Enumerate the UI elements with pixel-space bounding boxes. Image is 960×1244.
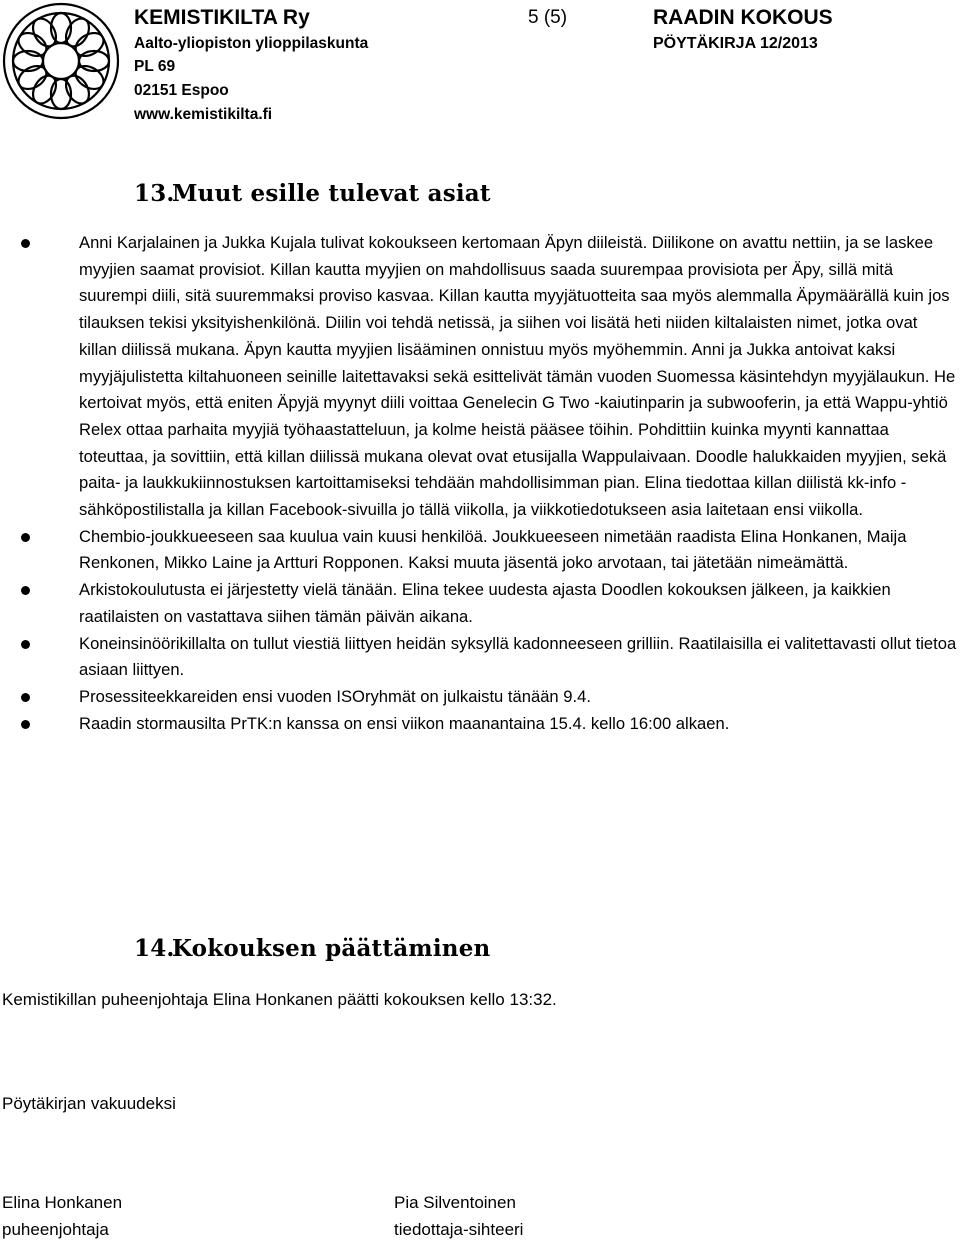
organization-line: 02151 Espoo xyxy=(134,82,229,99)
signature-intro: Pöytäkirjan vakuudeksi xyxy=(2,1094,176,1113)
signer-role: puheenjohtaja xyxy=(2,1220,109,1239)
section-heading-13 xyxy=(134,180,491,207)
bullet-icon xyxy=(21,693,30,702)
bullet-icon xyxy=(21,586,30,595)
list-item-text: Arkistokoulutusta ei järjestetty vielä tänään. Elina tekee uudesta ajasta Doodlen kokouksen jälkeen, ja kaikkien raatilaisten on vastattava siihen tämän päivän aikana. xyxy=(79,580,891,626)
signer-name: Elina Honkanen xyxy=(2,1193,123,1212)
list-item-text: Anni Karjalainen ja Jukka Kujala tulivat kokoukseen kertomaan Äpyn diileistä. Diilikone on avattu nettiin, ja se laskee myyjien saamat provisiot. Killan kautta myyjien on mahdollisuus saada suurempaa provisiota per Äpy, sillä mitä suurempi diili, sitä suuremmaksi proviso kasvaa. Killan kautta myyjätuotteita saa myös alemmalla Äpymäärällä kuin jos tilauksen tekisi yksityishenkilönä. Diilin voi tehdä netissä, ja siihen voi lisätä heti niiden kiltalaisten nimet, jotka ovat killan diilissä mukana. Äpyn kautta myyjien lisääminen onnistuu myös myöhemmin. Anni ja Jukka antoivat kaksi myyjäjulistetta kiltahuoneen seinille laitettavaksi sekä esittelivät tämän vuoden Suomessa käsintehdyn myyjälaukun. He kertoivat myös, että eniten Äpyjä myynyt diili voittaa Genelecin G Two -kaiutinparin ja subwooferin, ja että Wappu-yhtiö Relex ottaa parhaita myyjiä työhaastatteluun, ja kolme heistä pääsee töihin. Pohdittiin kuinka myynti kannattaa toteuttaa, ja sovittiin, että killan diilissä mukana olevat ovat etusijalla Wappulaivaan. Doodle halukkaiden myyjien, sekä paita- ja laukkukiinnostuksen kartoittamiseksi tehdään mahdollisimman pian. Elina tiedottaa killan diilistä kk-info -sähköpostilistalla ja killan Facebook-sivuilla jo tällä viikolla, ja viikkotiedotukseen asia laitetaan ensi viikolla. xyxy=(79,233,956,520)
organization-website: www.kemistikilta.fi xyxy=(134,106,273,123)
document-title: RAADIN KOKOUS xyxy=(653,6,833,29)
organization-line: Aalto-yliopiston ylioppilaskunta xyxy=(134,35,369,52)
list-item xyxy=(0,684,959,711)
guild-emblem-icon xyxy=(0,0,122,122)
section-title: Kokouksen päättäminen xyxy=(172,935,491,962)
list-item xyxy=(0,230,959,524)
section-title: Muut esille tulevat asiat xyxy=(172,180,491,207)
list-item xyxy=(0,577,959,630)
organization-line: PL 69 xyxy=(134,58,176,75)
bullet-icon xyxy=(21,640,30,649)
list-item xyxy=(0,524,959,577)
document-subtitle: PÖYTÄKIRJA 12/2013 xyxy=(653,35,818,52)
section-heading-14 xyxy=(134,935,490,962)
signer-name: Pia Silventoinen xyxy=(394,1193,516,1212)
list-item-text: Prosessiteekkareiden ensi vuoden ISOryhmät on julkaistu tänään 9.4. xyxy=(79,686,591,706)
list-item xyxy=(0,631,959,684)
bullet-icon xyxy=(21,533,30,542)
bullet-icon xyxy=(21,239,30,248)
section-number: 14. xyxy=(134,935,175,962)
section-number: 13. xyxy=(134,180,175,207)
agenda-bullet-list xyxy=(0,230,960,737)
bullet-icon xyxy=(21,720,30,729)
signer-role: tiedottaja-sihteeri xyxy=(394,1220,524,1239)
list-item xyxy=(0,711,959,738)
organization-name: KEMISTIKILTA Ry xyxy=(134,6,310,29)
page-number: 5 (5) xyxy=(528,7,568,28)
list-item-text: Chembio-joukkueeseen saa kuulua vain kuusi henkilöä. Joukkueeseen nimetään raadista Elina Honkanen, Maija Renkonen, Mikko Laine ja Artturi Ropponen. Kaksi muuta jäsentä joko arvotaan, tai jätetään nimeämättä. xyxy=(79,526,907,573)
closing-statement: Kemistikillan puheenjohtaja Elina Honkanen päätti kokouksen kello 13:32. xyxy=(2,990,557,1009)
list-item-text: Koneinsinöörikillalta on tullut viestiä liittyen heidän syksyllä kadonneeseen grilliin. Raatilaisilla ei valitettavasti ollut tietoa asiaan liittyen. xyxy=(79,633,957,680)
list-item-text: Raadin stormausilta PrTK:n kanssa on ensi viikon maanantaina 15.4. kello 16:00 alkaen. xyxy=(79,713,730,733)
